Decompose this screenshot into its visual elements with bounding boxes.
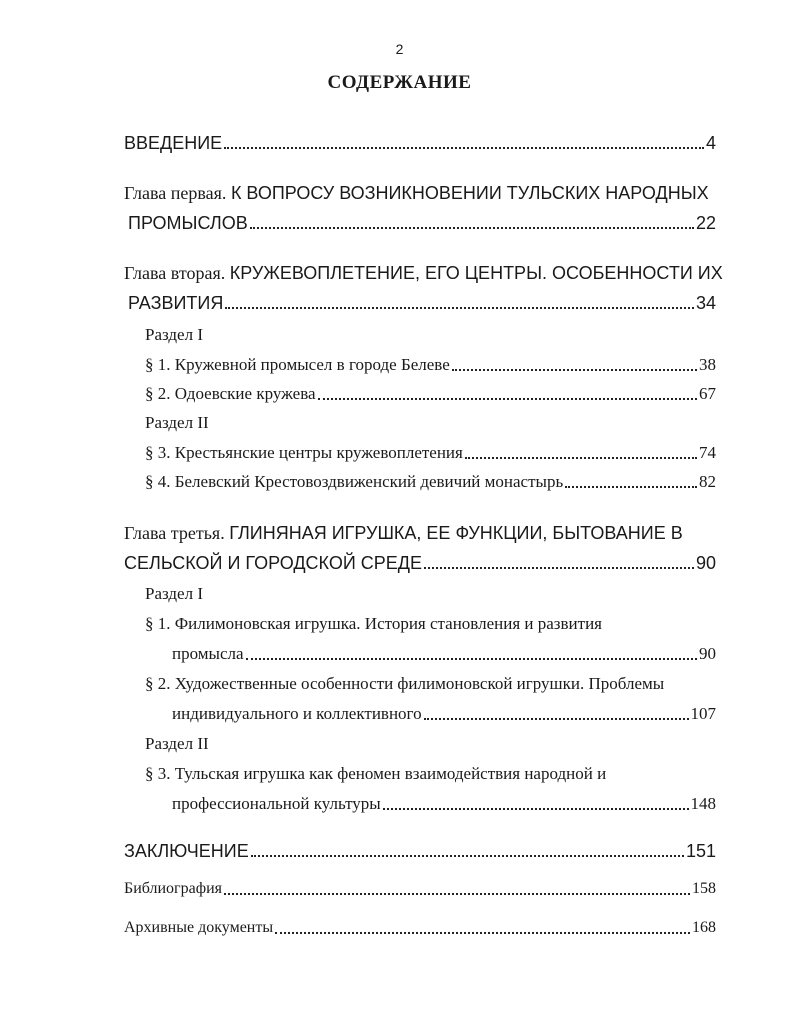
toc-label: профессиональной культуры <box>172 794 381 813</box>
page-title: СОДЕРЖАНИЕ <box>327 72 472 93</box>
toc-section-label: Раздел I <box>145 584 203 603</box>
toc-entry-bibliography[interactable] <box>124 876 716 902</box>
toc-entry-ch3-s3[interactable] <box>172 791 716 817</box>
toc-entry-ch3-s2-line1[interactable]: § 2. Художественные особенности филимоновской игрушки. Проблемы <box>145 674 665 693</box>
toc-page: 4 <box>705 133 716 153</box>
leader-dots <box>275 932 690 934</box>
chapter-prefix: Глава третья. <box>124 523 225 543</box>
chapter-prefix: Глава вторая. <box>124 263 226 283</box>
toc-page: 22 <box>695 213 716 233</box>
toc-label: промысла <box>172 644 244 663</box>
toc-section-label: Раздел I <box>145 325 203 344</box>
leader-dots <box>424 567 694 569</box>
leader-dots <box>465 457 697 459</box>
toc-entry-ch2-s3[interactable] <box>145 440 716 466</box>
chapter-title: КРУЖЕВОПЛЕТЕНИЕ, ЕГО ЦЕНТРЫ. ОСОБЕННОСТИ ИХ <box>229 263 723 283</box>
chapter-title: ГЛИНЯНАЯ ИГРУШКА, ЕЕ ФУНКЦИИ, БЫТОВАНИЕ В <box>229 523 683 543</box>
toc-section-label: Раздел II <box>145 734 209 753</box>
toc-page: 90 <box>695 553 716 573</box>
toc-entry-ch2-s1[interactable] <box>145 352 716 378</box>
chapter-title: К ВОПРОСУ ВОЗНИКНОВЕНИИ ТУЛЬСКИХ НАРОДНЫХ <box>230 183 709 203</box>
toc-label: ПРОМЫСЛОВ <box>128 213 248 233</box>
toc-label: индивидуального и коллективного <box>172 704 422 723</box>
chapter-prefix: Глава первая. <box>124 183 227 203</box>
leader-dots <box>383 808 689 810</box>
toc-chapter3-heading[interactable] <box>124 520 683 546</box>
leader-dots <box>246 658 697 660</box>
leader-dots <box>452 369 697 371</box>
toc-entry-chapter1[interactable] <box>128 210 716 236</box>
leader-dots <box>424 718 689 720</box>
toc-page: 148 <box>690 794 716 813</box>
leader-dots <box>224 147 704 149</box>
toc-page: 151 <box>685 841 716 861</box>
toc-entry-ch3-s1[interactable] <box>172 641 716 667</box>
toc-entry-intro[interactable] <box>124 130 716 156</box>
toc-entry-ch3-s3-line1[interactable]: § 3. Тульская игрушка как феномен взаимодействия народной и <box>145 764 607 783</box>
leader-dots <box>224 893 690 895</box>
leader-dots <box>250 227 694 229</box>
toc-entry-chapter2[interactable] <box>128 290 716 316</box>
toc-entry-ch3-s2[interactable] <box>172 701 716 727</box>
toc-entry-ch3-s1-line1[interactable]: § 1. Филимоновская игрушка. История становления и развития <box>145 614 602 633</box>
toc-chapter1-heading[interactable] <box>124 180 709 206</box>
toc-label: ВВЕДЕНИЕ <box>124 133 223 153</box>
toc-section-label: Раздел II <box>145 413 209 432</box>
toc-page: 158 <box>692 880 716 897</box>
toc-page: 74 <box>699 443 716 462</box>
toc-label: § 4. Белевский Крестовоздвиженский девичий монастырь <box>145 472 564 491</box>
toc-label: Библиография <box>124 880 222 897</box>
leader-dots <box>318 398 697 400</box>
toc-label: § 1. Кружевной промысел в городе Белеве <box>145 355 450 374</box>
toc-page: 82 <box>699 472 716 491</box>
page-number: 2 <box>395 41 404 57</box>
toc-entry-ch2-s4[interactable] <box>145 469 716 495</box>
toc-chapter2-heading[interactable] <box>124 260 723 286</box>
toc-entry-conclusion[interactable] <box>124 838 716 864</box>
leader-dots <box>565 486 697 488</box>
leader-dots <box>251 855 684 857</box>
leader-dots <box>225 307 694 309</box>
toc-label: Архивные документы <box>124 919 274 936</box>
toc-page: 90 <box>699 644 716 663</box>
toc-label: § 3. Крестьянские центры кружевоплетения <box>145 443 463 462</box>
toc-label: ЗАКЛЮЧЕНИЕ <box>124 841 249 861</box>
toc-entry-ch2-s2[interactable] <box>145 381 716 407</box>
toc-page: 168 <box>692 919 716 936</box>
toc-label: РАЗВИТИЯ <box>128 293 224 313</box>
toc-entry-archives[interactable] <box>124 915 716 941</box>
toc-label: § 2. Одоевские кружева <box>145 384 316 403</box>
toc-page: 38 <box>699 355 716 374</box>
toc-label: СЕЛЬСКОЙ И ГОРОДСКОЙ СРЕДЕ <box>124 553 422 573</box>
toc-page: 107 <box>690 704 716 723</box>
toc-page: 34 <box>695 293 716 313</box>
toc-page: 67 <box>699 384 716 403</box>
toc-entry-chapter3[interactable] <box>124 550 716 576</box>
